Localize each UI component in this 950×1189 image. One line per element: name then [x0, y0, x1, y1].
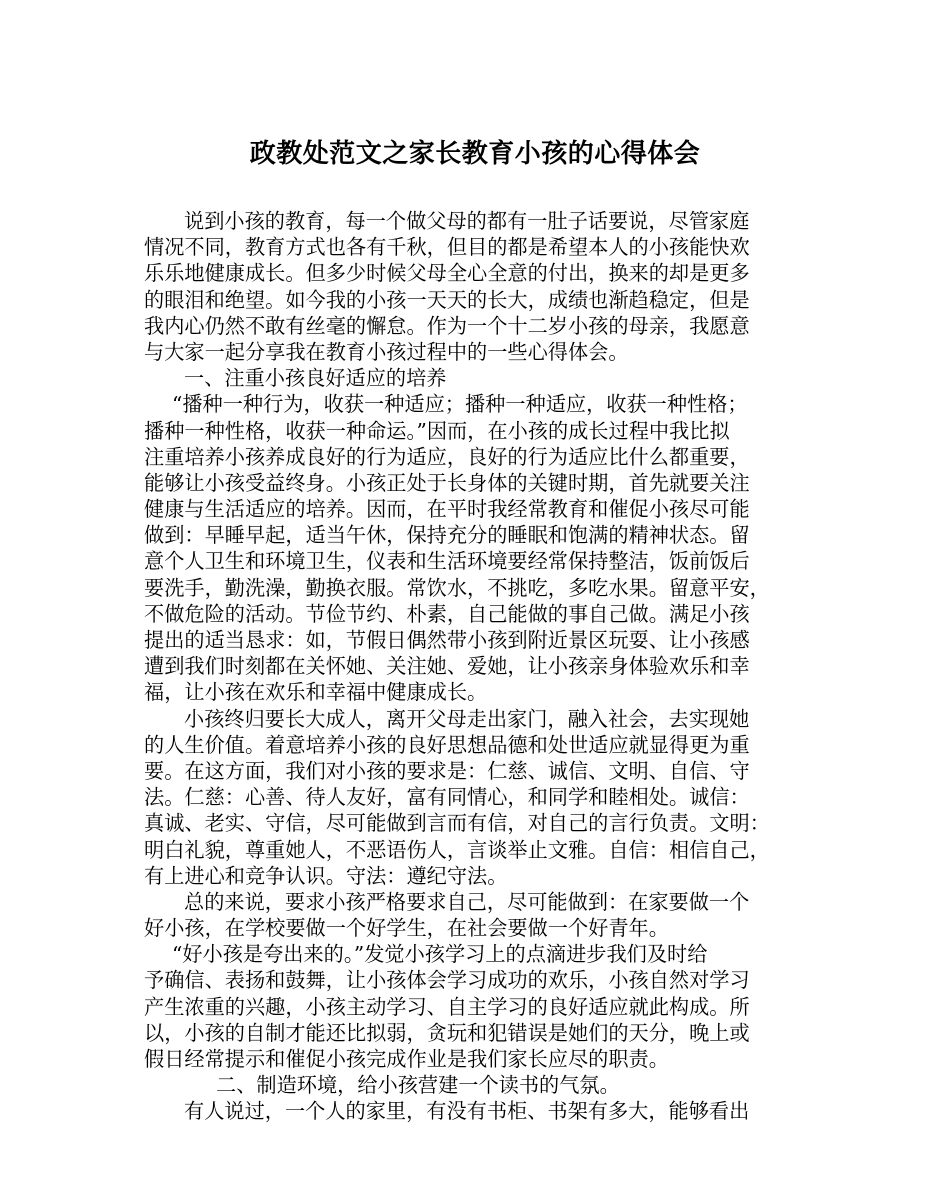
- body-line: 有上进心和竞争认识。守法：遵纪守法。: [144, 863, 508, 888]
- body-line: 要。在这方面，我们对小孩的要求是：仁慈、诚信、文明、自信、守: [144, 758, 750, 783]
- body-line: 福，让小孩在欢乐和幸福中健康成长。: [144, 680, 488, 705]
- body-line: 乐乐地健康成长。但多少时候父母全心全意的付出，换来的却是更多: [144, 261, 750, 286]
- body-line: 明白礼貌，尊重她人，不恶语伤人，言谈举止文雅。自信：相信自己，: [144, 837, 770, 862]
- body-line: “好小孩是夸出来的。”发觉小孩学习上的点滴进步我们及时给: [172, 942, 708, 967]
- body-line: 法。仁慈：心善、待人友好，富有同情心，和同学和睦相处。诚信：: [144, 785, 750, 810]
- body-line: 能够让小孩受益终身。小孩正处于长身体的关键时期，首先就要关注: [144, 470, 750, 495]
- body-line: 的眼泪和绝望。如今我的小孩一天天的长大，成绩也渐趋稳定，但是: [144, 287, 750, 312]
- body-line: 说到小孩的教育，每一个做父母的都有一肚子话要说，尽管家庭: [184, 209, 750, 233]
- body-line: 产生浓重的兴趣，小孩主动学习、自主学习的良好适应就此构成。所: [144, 994, 750, 1019]
- body-line: “播种一种行为，收获一种适应；播种一种适应，收获一种性格；: [172, 392, 748, 417]
- document-title: 政教处范文之家长教育小孩的心得体会: [249, 139, 701, 169]
- body-line: 要洗手，勤洗澡，勤换衣服。常饮水，不挑吃，多吃水果。留意平安，: [144, 575, 770, 600]
- body-line: 好小孩，在学校要做一个好学生，在社会要做一个好青年。: [144, 916, 669, 941]
- body-line: 做到：早睡早起，适当午休，保持充分的睡眠和饱满的精神状态。留: [144, 523, 750, 548]
- body-line: 播种一种性格，收获一种命运。”因而，在小孩的成长过程中我比拟: [144, 418, 730, 443]
- body-line: 的人生价值。着意培养小孩的良好思想品德和处世适应就显得更为重: [144, 732, 750, 757]
- section-heading: 二、制造环境，给小孩营建一个读书的气氛。: [216, 1073, 620, 1098]
- document-body: [144, 208, 824, 1125]
- body-line: 情况不同，教育方式也各有千秋，但目的都是希望本人的小孩能快欢: [144, 235, 750, 260]
- section-heading: 一、注重小孩良好适应的培养: [184, 366, 447, 391]
- body-line: 注重培养小孩养成良好的行为适应，良好的行为适应比什么都重要，: [144, 444, 750, 469]
- body-line: 总的来说，要求小孩严格要求自己，尽可能做到：在家要做一个: [184, 889, 750, 914]
- body-line: 意个人卫生和环境卫生，仪表和生活环境要经常保持整洁，饭前饭后: [144, 549, 750, 574]
- body-line: 健康与生活适应的培养。因而，在平时我经常教育和催促小孩尽可能: [144, 497, 750, 522]
- body-line: 予确信、表扬和鼓舞，让小孩体会学习成功的欢乐，小孩自然对学习: [144, 968, 750, 993]
- body-line: 以，小孩的自制才能还比拟弱，贪玩和犯错误是她们的天分，晚上或: [144, 1020, 750, 1045]
- body-line: 提出的适当恳求：如，节假日偶然带小孩到附近景区玩耍、让小孩感: [144, 628, 750, 652]
- body-line: 真诚、老实、守信，尽可能做到言而有信，对自己的言行负责。文明：: [144, 811, 770, 836]
- body-line: 与大家一起分享我在教育小孩过程中的一些心得体会。: [144, 339, 629, 364]
- body-line: 遭到我们时刻都在关怀她、关注她、爱她，让小孩亲身体验欢乐和幸: [144, 654, 750, 679]
- body-line: 假日经常提示和催促小孩完成作业是我们家长应尽的职责。: [144, 1047, 669, 1071]
- body-line: 我内心仍然不敢有丝毫的懈怠。作为一个十二岁小孩的母亲，我愿意: [144, 313, 750, 338]
- body-line: 有人说过，一个人的家里，有没有书柜、书架有多大，能够看出: [184, 1099, 750, 1124]
- body-line: 不做危险的活动。节俭节约、朴素，自己能做的事自己做。满足小孩: [144, 601, 750, 626]
- body-line: 小孩终归要长大成人，离开父母走出家门，融入社会，去实现她: [184, 706, 750, 731]
